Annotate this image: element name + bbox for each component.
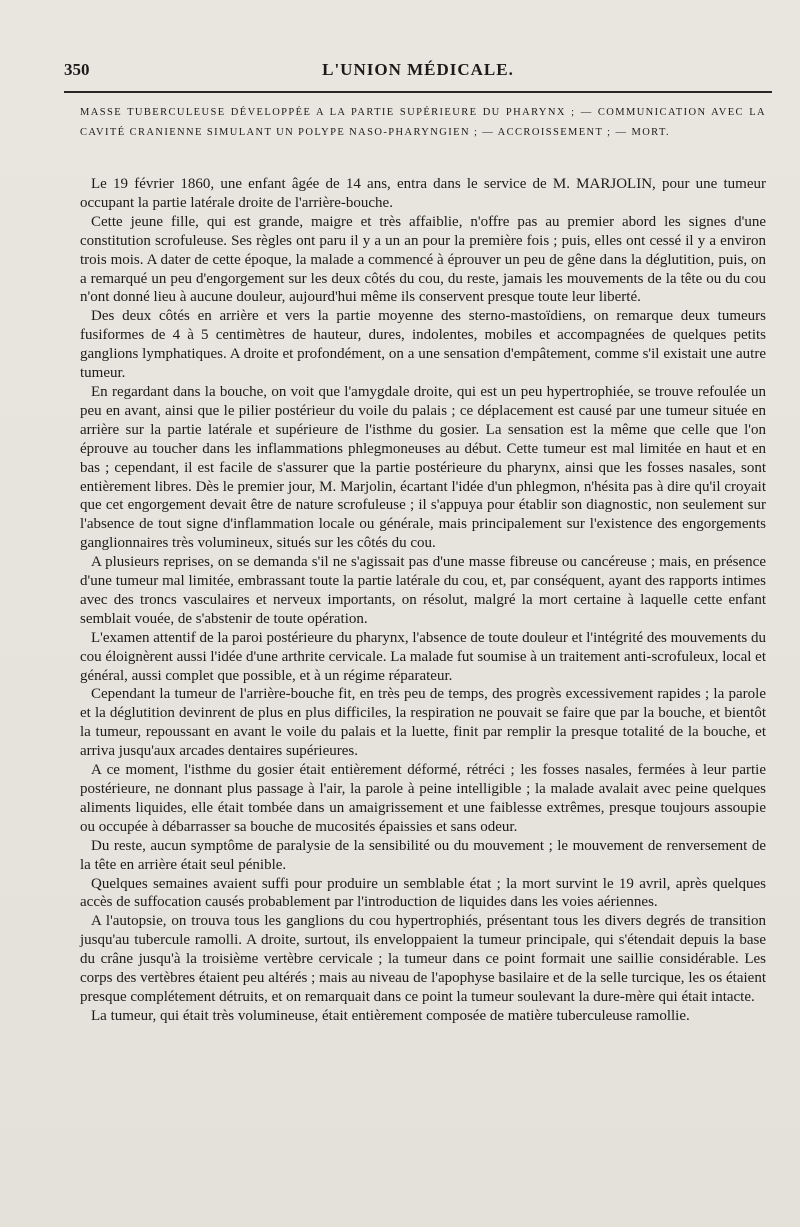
page-header: [64, 60, 772, 88]
running-title: L'UNION MÉDICALE.: [322, 60, 514, 79]
paragraph: La tumeur, qui était très volumineuse, était entièrement composée de matière tuberculeuse ramollie.: [91, 1007, 690, 1024]
paragraph: L'examen attentif de la paroi postérieure du pharynx, l'absence de toute douleur et l'intégrité des mouvements du cou éloignèrent aussi l'idée d'une arthrite cervicale. La malade fut soumise à un traitement anti-scrofuleux, local et général, aussi complet que possible, et à un régime réparateur.: [80, 629, 766, 684]
page-number: 350: [64, 60, 90, 79]
paragraph: Cependant la tumeur de l'arrière-bouche fit, en très peu de temps, des progrès excessivement rapides ; la parole et la déglutition devinrent de plus en plus difficiles, la respiration ne pouvait se faire que par la bouche, et bientôt la tumeur, repoussant en avant le voile du palais et la luette, finit par remplir la presque totalité de la bouche, et arriva jusqu'aux arcades dentaires supérieures.: [80, 686, 766, 760]
paragraph: Cette jeune fille, qui est grande, maigre et très affaiblie, n'offre pas au premier abord les signes d'une constitution scrofuleuse. Ses règles ont paru il y a un an pour la première fois ; puis, elles ont cessé il y a environ trois mois. A dater de cette époque, la malade a commencé à éprouver un peu de gêne dans la déglutition, puis, on a remarqué un peu d'engorgement sur les deux côtés du cou, du reste, jamais les mouvements de la tête ou du cou n'ont donné lieu à aucune douleur, aujourd'hui même ils conservent presque toute leur liberté.: [80, 213, 766, 306]
paragraph: A plusieurs reprises, on se demanda s'il ne s'agissait pas d'une masse fibreuse ou cancéreuse ; mais, en présence d'une tumeur mal limitée, embrassant toute la partie latérale du cou, et, par conséquent, ayant des rapports intimes avec des troncs vasculaires et nerveux importants, on résolut, malgré la mort certaine à laquelle cette enfant semblait vouée, de s'abstenir de toute opération.: [80, 554, 766, 627]
article-title: MASSE TUBERCULEUSE DÉVELOPPÉE A LA PARTIE SUPÉRIEURE DU PHARYNX ; — COMMUNICATION AVEC LA CAVITÉ CRANIENNE SIMULANT UN POLYPE NASO-PHARYNGIEN ; — ACCROISSEMENT ; — MORT.: [80, 107, 766, 138]
paragraph: A ce moment, l'isthme du gosier était entièrement déformé, rétréci ; les fosses nasales, fermées à leur partie postérieure, ne donnant plus passage à l'air, la parole à peine intelligible ; la malade avalait avec peine quelques aliments liquides, elle était tombée dans un amaigrissement et une faiblesse extrêmes, presque toujours assoupie ou occupée à débarrasser sa bouche de mucosités épaissies et sans odeur.: [80, 762, 766, 835]
paragraph: Quelques semaines avaient suffi pour produire un semblable état ; la mort survint le 19 avril, après quelques accès de suffocation causés probablement par l'introduction de liquides dans les voies aériennes.: [80, 875, 766, 911]
paragraph: Des deux côtés en arrière et vers la partie moyenne des sterno-mastoïdiens, on remarque deux tumeurs fusiformes de 4 à 5 centimètres de hauteur, dures, indolentes, mobiles et accompagnées de quelques petits ganglions lymphatiques. A droite et profondément, on a une sensation d'empâtement, comme s'il existait une autre tumeur.: [80, 308, 766, 382]
paragraph: Le 19 février 1860, une enfant âgée de 14 ans, entra dans le service de M. MARJOLIN, pour une tumeur occupant la partie latérale droite de l'arrière-bouche.: [80, 176, 766, 211]
paragraph: Du reste, aucun symptôme de paralysie de la sensibilité ou du mouvement ; le mouvement de renversement de la tête en arrière était seul pénible.: [80, 837, 766, 873]
paragraph: A l'autopsie, on trouva tous les ganglions du cou hypertrophiés, présentant tous les divers degrés de transition jusqu'au tubercule ramolli. A droite, surtout, ils enveloppaient la tumeur principale, qui s'étendait depuis la base du crâne jusqu'à la troisième vertèbre cervicale ; la tumeur dans ce point formait une saillie considérable. Les corps des vertèbres étaient peu altérés ; mais au niveau de l'apophyse basilaire et de la selle turcique, les os étaient presque complétement détruits, et on remarquait dans ce point la tumeur soulevant la dure-mère qui était intacte.: [80, 913, 766, 1005]
header-rule: [64, 91, 772, 93]
article-body: [80, 175, 766, 1026]
paragraph: En regardant dans la bouche, on voit que l'amygdale droite, qui est un peu hypertrophiée, se trouve refoulée un peu en avant, ainsi que le pilier postérieur du voile du palais ; ce déplacement est causé par une tumeur située en arrière sur la partie latérale et supérieure de l'isthme du gosier. La sensation est la même que celle que l'on éprouve au toucher dans les inflammations phlegmoneuses au début. Cette tumeur est mal limitée en haut et en bas ; cependant, il est facile de s'assurer que la partie postérieure du pharynx, ainsi que les fosses nasales, sont entièrement libres. Dès le premier jour, M. Marjolin, écartant l'idée d'un phlegmon, n'hésita pas à dire qu'il croyait que cet engorgement devait être de nature scrofuleuse ; il s'appuya pour établir son diagnostic, non seulement sur l'absence de tout signe d'inflammation locale ou générale, mais principalement sur l'existence des engorgements ganglionnaires très volumineux, situés sur les côtés du cou.: [80, 383, 766, 552]
